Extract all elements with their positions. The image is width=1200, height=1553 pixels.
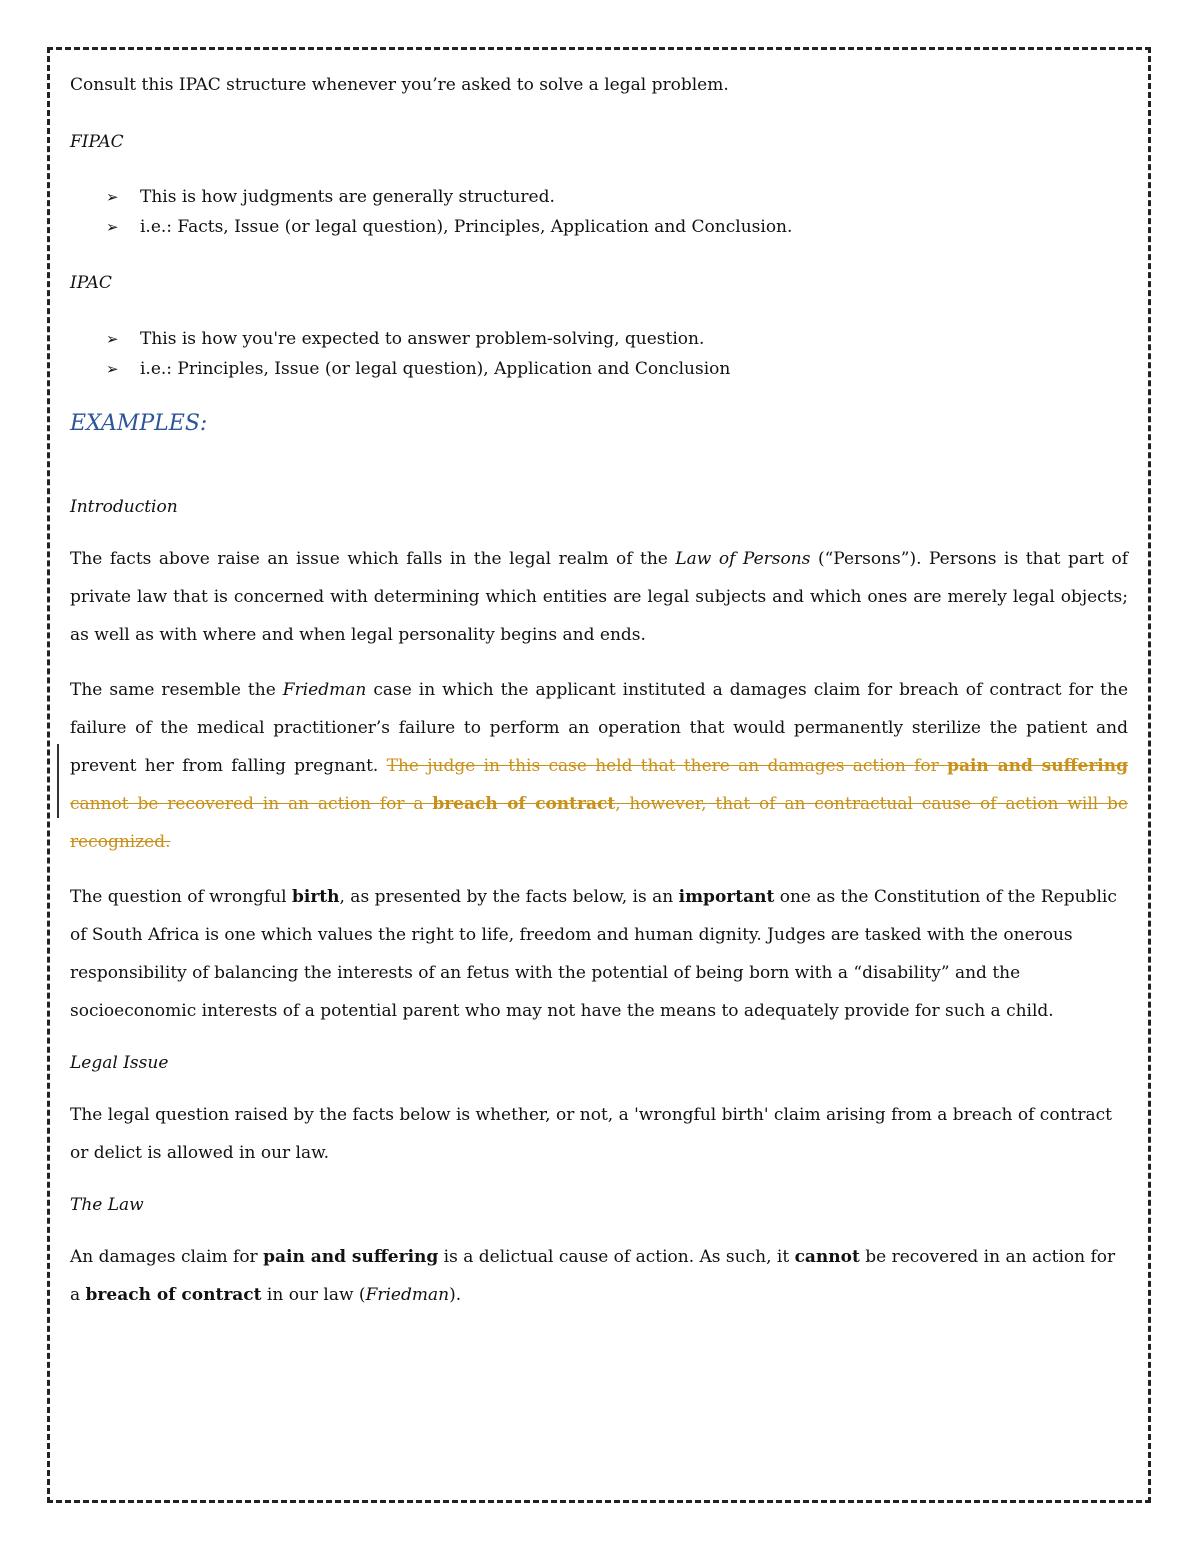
- list-item: ➢ i.e.: Principles, Issue (or legal question), Application and Conclusion: [70, 354, 1128, 384]
- legal-issue-heading: Legal Issue: [70, 1053, 169, 1073]
- list-item: ➢ i.e.: Facts, Issue (or legal question), Principles, Application and Conclusion.: [70, 212, 1128, 242]
- arrowhead-bullet-icon: ➢: [106, 218, 119, 236]
- introduction-heading: Introduction: [70, 497, 178, 517]
- document-body: [70, 70, 1128, 1314]
- intro-line: Consult this IPAC structure whenever you’re asked to solve a legal problem.: [70, 75, 729, 95]
- the-law-heading: The Law: [70, 1195, 144, 1215]
- friedman-case-name: Friedman: [282, 680, 367, 700]
- tracked-deletion: The judge in this case held that there an damages action for pain and suffering cannot be recovered in an action for a breach of contract, however, that of an contractual cause of action will be recognized.: [70, 756, 1128, 852]
- change-bar: [57, 744, 59, 818]
- list-item: ➢ This is how you're expected to answer problem-solving, question.: [70, 324, 1128, 354]
- arrowhead-bullet-icon: ➢: [106, 188, 119, 206]
- the-law-paragraph: An damages claim for pain and suffering is a delictual cause of action. As such, it cannot be recovered in an action for a breach of contract in our law (Friedman).: [70, 1247, 1116, 1305]
- introduction-paragraph-1: The facts above raise an issue which falls in the legal realm of the Law of Persons (“Persons”). Persons is that part of private law that is concerned with determining which entities are legal subjects and which ones are merely legal objects; as well as with where and when legal personality begins and ends.: [70, 549, 1128, 645]
- introduction-paragraph-3: The question of wrongful birth, as presented by the facts below, is an important one as the Constitution of the Republic of South Africa is one which values the right to life, freedom and human dignity. Judges are tasked with the onerous responsibility of balancing the interests of an fetus with the potential of being born with a “disability” and the socioeconomic interests of a potential parent who may not have the means to adequately provide for such a child.: [70, 887, 1117, 1021]
- ipac-heading: IPAC: [70, 273, 112, 293]
- examples-heading: EXAMPLES:: [70, 411, 208, 436]
- ipac-list: [70, 324, 1128, 384]
- legal-issue-paragraph: The legal question raised by the facts below is whether, or not, a 'wrongful birth' claim arising from a breach of contract or delict is allowed in our law.: [70, 1105, 1112, 1163]
- fipac-list: [70, 182, 1128, 242]
- introduction-paragraph-2: The same resemble the Friedman case in which the applicant instituted a damages claim for breach of contract for the failure of the medical practitioner’s failure to perform an operation that would permanently sterilize the patient and prevent her from falling pregnant. The judge in this case held that there an damages action for pain and suffering cannot be recovered in an action for a breach of contract, however, that of an contractual cause of action will be recognized.: [70, 680, 1128, 852]
- arrowhead-bullet-icon: ➢: [106, 360, 119, 378]
- law-of-persons-term: Law of Persons: [675, 549, 811, 569]
- fipac-heading: FIPAC: [70, 132, 124, 152]
- arrowhead-bullet-icon: ➢: [106, 330, 119, 348]
- list-item: ➢ This is how judgments are generally structured.: [70, 182, 1128, 212]
